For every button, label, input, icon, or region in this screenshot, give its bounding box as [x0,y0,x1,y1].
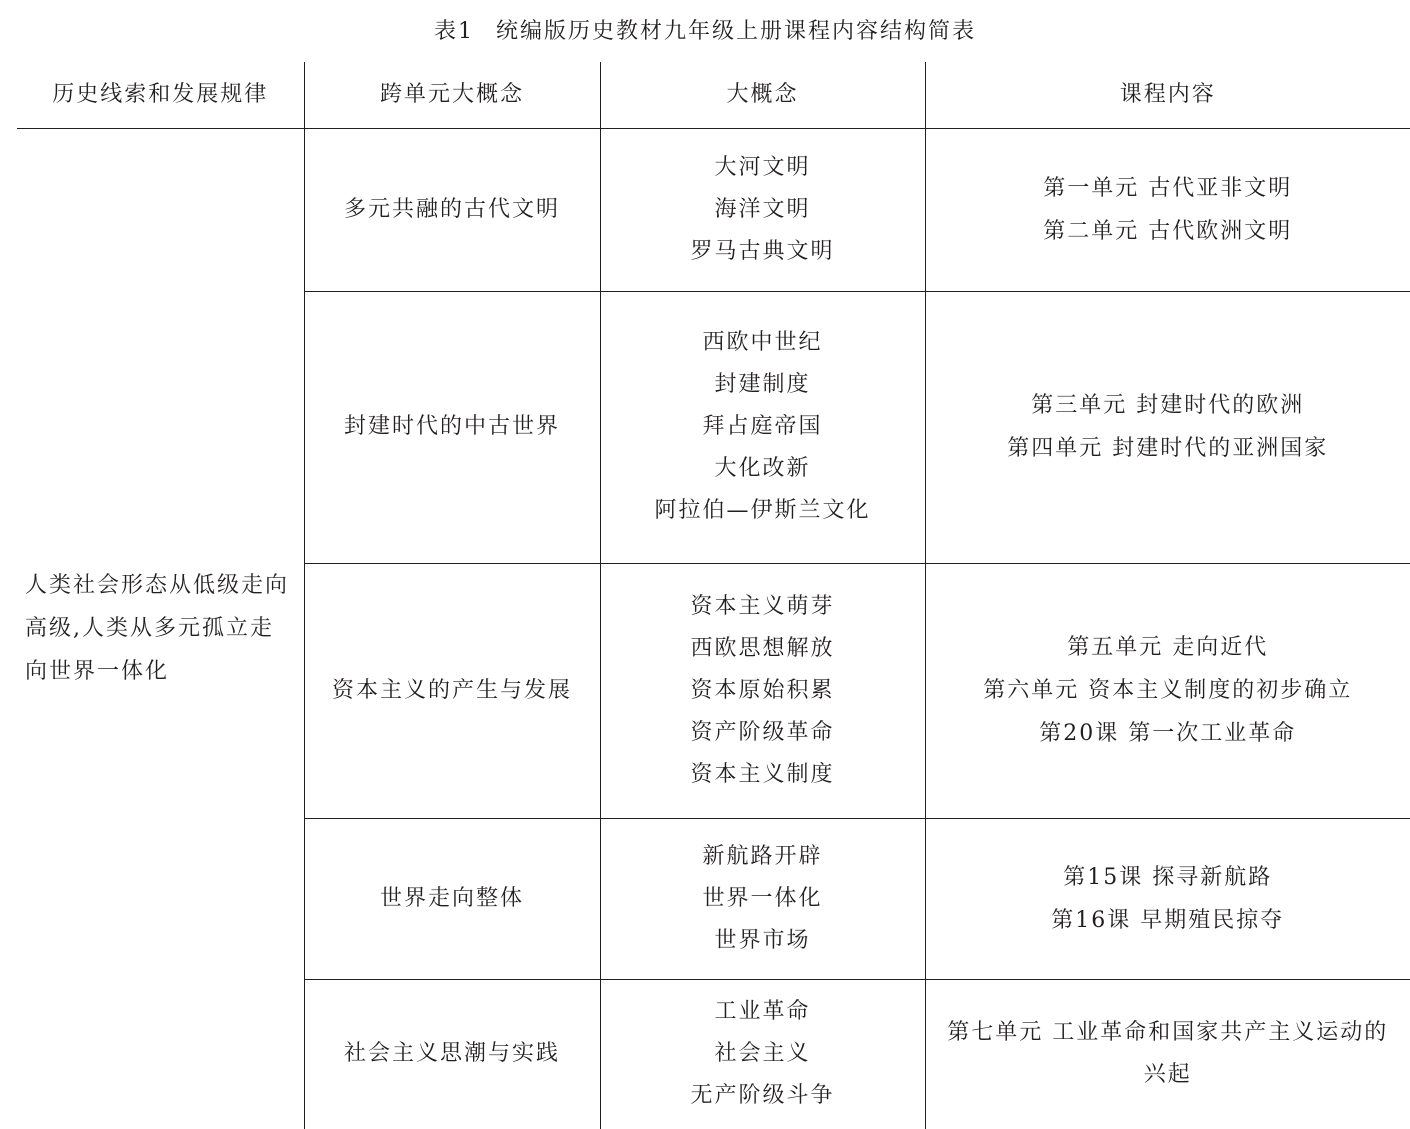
concept-item: 社会主义 [714,1041,811,1067]
cross-unit-cell: 社会主义思潮与实践 [304,979,600,1129]
concept-item: 罗马古典文明 [690,238,835,264]
course-structure-table [17,62,1410,1129]
concept-item: 资本主义萌芽 [690,593,835,619]
table-row [17,128,1410,291]
course-item: 第15课 探寻新航路 [1063,864,1273,890]
concept-item: 资本主义制度 [690,761,835,787]
header-historical-clue: 历史线索和发展规律 [17,62,304,128]
concept-item: 无产阶级斗争 [690,1083,835,1109]
cross-unit-cell: 封建时代的中古世界 [304,291,600,563]
course-item: 第四单元 封建时代的亚洲国家 [1007,436,1329,461]
course-item: 第一单元 古代亚非文明 [1043,175,1293,201]
historical-rule-cell: 人类社会形态从低级走向高级,人类从多元孤立走向世界一体化 [25,573,290,685]
header-cross-unit-concept: 跨单元大概念 [304,62,600,128]
concept-item: 大化改新 [714,456,811,481]
header-big-concept: 大概念 [600,62,925,128]
header-course-content: 课程内容 [925,62,1410,128]
concepts-cell [600,979,925,1129]
course-item: 第20课 第一次工业革命 [1039,721,1297,746]
table-header-row [17,62,1410,128]
course-content-cell [925,818,1410,979]
concept-item: 西欧中世纪 [702,330,823,355]
concepts-cell [600,818,925,979]
course-item: 第六单元 资本主义制度的初步确立 [983,678,1353,703]
concept-item: 拜占庭帝国 [702,414,823,439]
concept-item: 世界一体化 [702,885,823,911]
cross-unit-cell: 多元共融的古代文明 [304,128,600,291]
concept-item: 阿拉伯—伊斯兰文化 [654,498,871,523]
table-title: 统编版历史教材九年级上册课程内容结构简表 [495,19,976,44]
concept-item: 西欧思想解放 [690,635,835,661]
course-item: 第16课 早期殖民掠夺 [1051,907,1285,933]
table-number: 表1 [433,19,474,44]
course-content-cell [925,291,1410,563]
concepts-cell [600,128,925,291]
course-item: 第二单元 古代欧洲文明 [1043,218,1293,244]
concept-item: 大河文明 [714,154,811,180]
cross-unit-cell: 资本主义的产生与发展 [304,563,600,818]
concept-item: 工业革命 [714,999,811,1025]
course-content-cell [925,563,1410,818]
concept-item: 封建制度 [714,372,811,397]
concepts-cell [600,563,925,818]
course-item: 第三单元 封建时代的欧洲 [1031,393,1305,418]
course-content-cell [925,128,1410,291]
course-content-cell: 第七单元 工业革命和国家共产主义运动的兴起 [925,979,1410,1129]
concept-item: 新航路开辟 [702,843,823,869]
concept-item: 资本原始积累 [690,677,835,703]
concept-item: 海洋文明 [714,196,811,222]
course-item: 第五单元 走向近代 [1067,635,1269,660]
concept-item: 世界市场 [714,927,811,953]
table-caption [0,14,1410,50]
concepts-cell [600,291,925,563]
cross-unit-cell: 世界走向整体 [304,818,600,979]
concept-item: 资产阶级革命 [690,719,835,745]
